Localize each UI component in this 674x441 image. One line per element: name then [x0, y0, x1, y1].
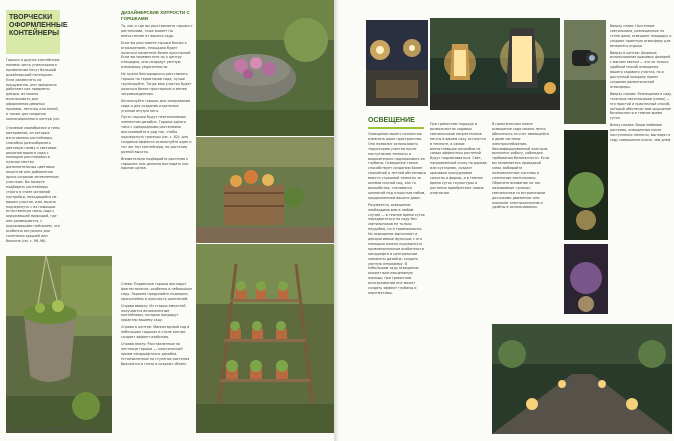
paragraph: В практическом плане освещение сада можно легко обеспечить за счет имеющейся в доме системы электроснабжения. Квалифицированный электрик выполнит работу, соблюдая требования безопасности. Если вы занимаетесь проводкой сами, выбирайте низковольтные системы и солнечные светильники. Обратите внимание на так называемые «умные» светильники со встроенными датчиками движения: они экономят электроэнергию и удобны в использовании. [492, 122, 550, 210]
caption: Слева: Подвесные горшки выглядят фантастически, особенно в небольшом саду. Заранее продумайте подпорки, кронштейны и прочность креплений. [121, 282, 192, 301]
left-title: ТВОРЧЕСКИ ОФОРМЛЕННЫЕ КОНТЕЙНЕРЫ [9, 14, 68, 37]
tip-item: Не нужно беспорядочно расставлять горшки по территории сада, лучше группируйте. Тогда ваш участок будет казаться более просторным и менее загроможденным. [121, 72, 192, 96]
tips-title: ДИЗАЙНЕРСКИЕ ХИТРОСТИ С ГОРШКАМИ [121, 10, 190, 21]
photo-hanging-pot [6, 256, 112, 433]
caption: Вверху справа: Размещение в саду точечных светильников (слева) — это простой и практичный способ, который обеспечит вам ощущение безопасности в темное время суток. [610, 91, 672, 121]
text-column-1 [368, 132, 426, 432]
folio-text: ВЫЙТИ ЗА РАМКИ СТАНДАРТОВ [20, 428, 100, 433]
tip-item: Используйте горшки для зонирования сада и для создания отдельных уголков внутри него. [121, 98, 191, 113]
photo-lit-plants-2 [564, 244, 608, 314]
caption: Внизу справа: Ваши любимые растения, освещенные после наступления темноты, выглядят в саду совершенно иначе, чем днем. [610, 123, 672, 142]
photo-ladder-pots [196, 244, 334, 433]
tip-item: Пусть горшки будут неотъемлемым элементом дизайна. Горшки одного типа с однородными растениями выстраивайте в ряд так, чтобы подчеркнуть границы (см. с. 82); для создания эффекта используйте один и тот же тип контейнера, но растения разной высоты. [121, 115, 192, 154]
left-page [0, 0, 334, 441]
intro-text: Горшки и другие контейнеры помимо чисто утилитарного применения несут большой дизайнерский потенциал. Если разместить их продуманно, они прекрасно работают как предметы декора: их можно использовать для оформления дверных проемов, лестниц или аллей, а также для создания композиционного центра (см. [6, 58, 60, 121]
photo-path-lights [492, 324, 672, 434]
tips-box [121, 24, 193, 262]
photo-spot-light [564, 20, 606, 124]
tip-item: Если вы расставите горшки ближе к ограждениям, площадка будет казаться посветлее более просторной. Если вы переместите их к центру площадки, они создадут уютную атмосферу уединенности. [121, 40, 192, 70]
left-captions [121, 282, 193, 432]
body-text: Стилевое своеобразие и типы материалов, из которых изготовлены контейнеры, способны разнообразить цветовую гамму и световые решения вашего сада с помощью расстановки в нужных местах дополнительных цветовых акцентов или добавления ярких штрихов затемненным участкам. Вы можете подбирать контейнеры строго в стиле основной постройки, находящейся на вашем участке, или, можно подчеркнуть с их помощью естественную связь сада с окружающей природой, где они размещаются, с окружающими пейзажем, что особенно актуально для сочетания крышей или балкона (см. с. 96–98). [6, 126, 60, 243]
caption: Справа вверху: Из старых емкостей получаются великолепные контейнеры, которые придадут характер вашему саду. [121, 303, 186, 323]
paragraph: Освещение может полностью изменить ваше пространство. Оно позволит использовать территорию участка после наступления темноты и выразительно подчеркивать ее глубины. Освещение также способствует созданию более спокойной и летней обстановки вместо страшной темноты за окнами ночной сад, как то волшебства, становится комнатой под открытым небом, продолжением вашего дома. [368, 132, 426, 200]
caption: Справа в центре: Миниатюрный сад в небольших горшках в стиле кантри создает эффект изобилия. [121, 325, 190, 340]
title-rule [368, 127, 424, 129]
folio-number: 46 [6, 428, 13, 433]
photo-crates [196, 137, 334, 243]
tips-intro: То, как и где вы расставляете горшки с растениями, тоже влияет на впечатление от вашего сада. [121, 24, 193, 38]
tip-item: Внимательно подбирайте растения к горшкам: они должны выглядеть как единое целое. [121, 156, 189, 171]
photo-wall-lights [366, 20, 428, 106]
caption: Вверху в центре: Широкое использование красивых фонарей с мягким светом — это не только удобный способ освещения вашего садового участка, но и доступный каждому прием создания романтической атмосферы. [610, 50, 671, 89]
left-intro [6, 58, 60, 122]
photo-lit-plants-1 [564, 130, 608, 240]
photo-old-container [196, 0, 334, 136]
photo-lanterns [430, 18, 560, 110]
right-captions [610, 24, 672, 264]
caption: Вверху слева: Настенные светильники, размещенные на стене дома, освещают площадку и создают приятную атмосферу для вечернего отдыха. [610, 24, 672, 48]
caption: Справа внизу: Расставленные на лестнице горшки — классический прием ландшафтного дизайна. Установленные на ступенях растения бросаются в глаза и создают объем. [121, 341, 190, 366]
left-body [6, 126, 60, 256]
paragraph: При грамотном подходе и возможностях садовых светильников непрестанные мечты в вашем саду останутся в темноте, а самые впечатляющие ансамбли из самых эффектных растений будут подсвечиваться. Свет, направленный снизу на дерево или кустарник, создаст красивые причудливые силуэты и формы, а в темное время суток скульптуры и растения приобретают новые очертания. [430, 122, 487, 195]
right-title: ОСВЕЩЕНИЕ [368, 117, 415, 124]
paragraph: Разумеется, освещение необходимо вам в любом случае — в темное время суток передвигаться по саду без светильников не только неудобно, но и травмоопасно. Но освещение выполняет и декоративные функции: с его помощью можно подчеркнуть привлекательные особенности ландшафта и центральные элементы дизайна, создать уютную атмосферу. В небольшом саду освещение окажет вам неоценимую помощь: при грамотном использовании оно может создать эффект глубины и перспективы. [368, 202, 425, 295]
right-page [338, 0, 674, 441]
text-column-2 [430, 122, 488, 432]
text-column-3 [492, 122, 550, 322]
